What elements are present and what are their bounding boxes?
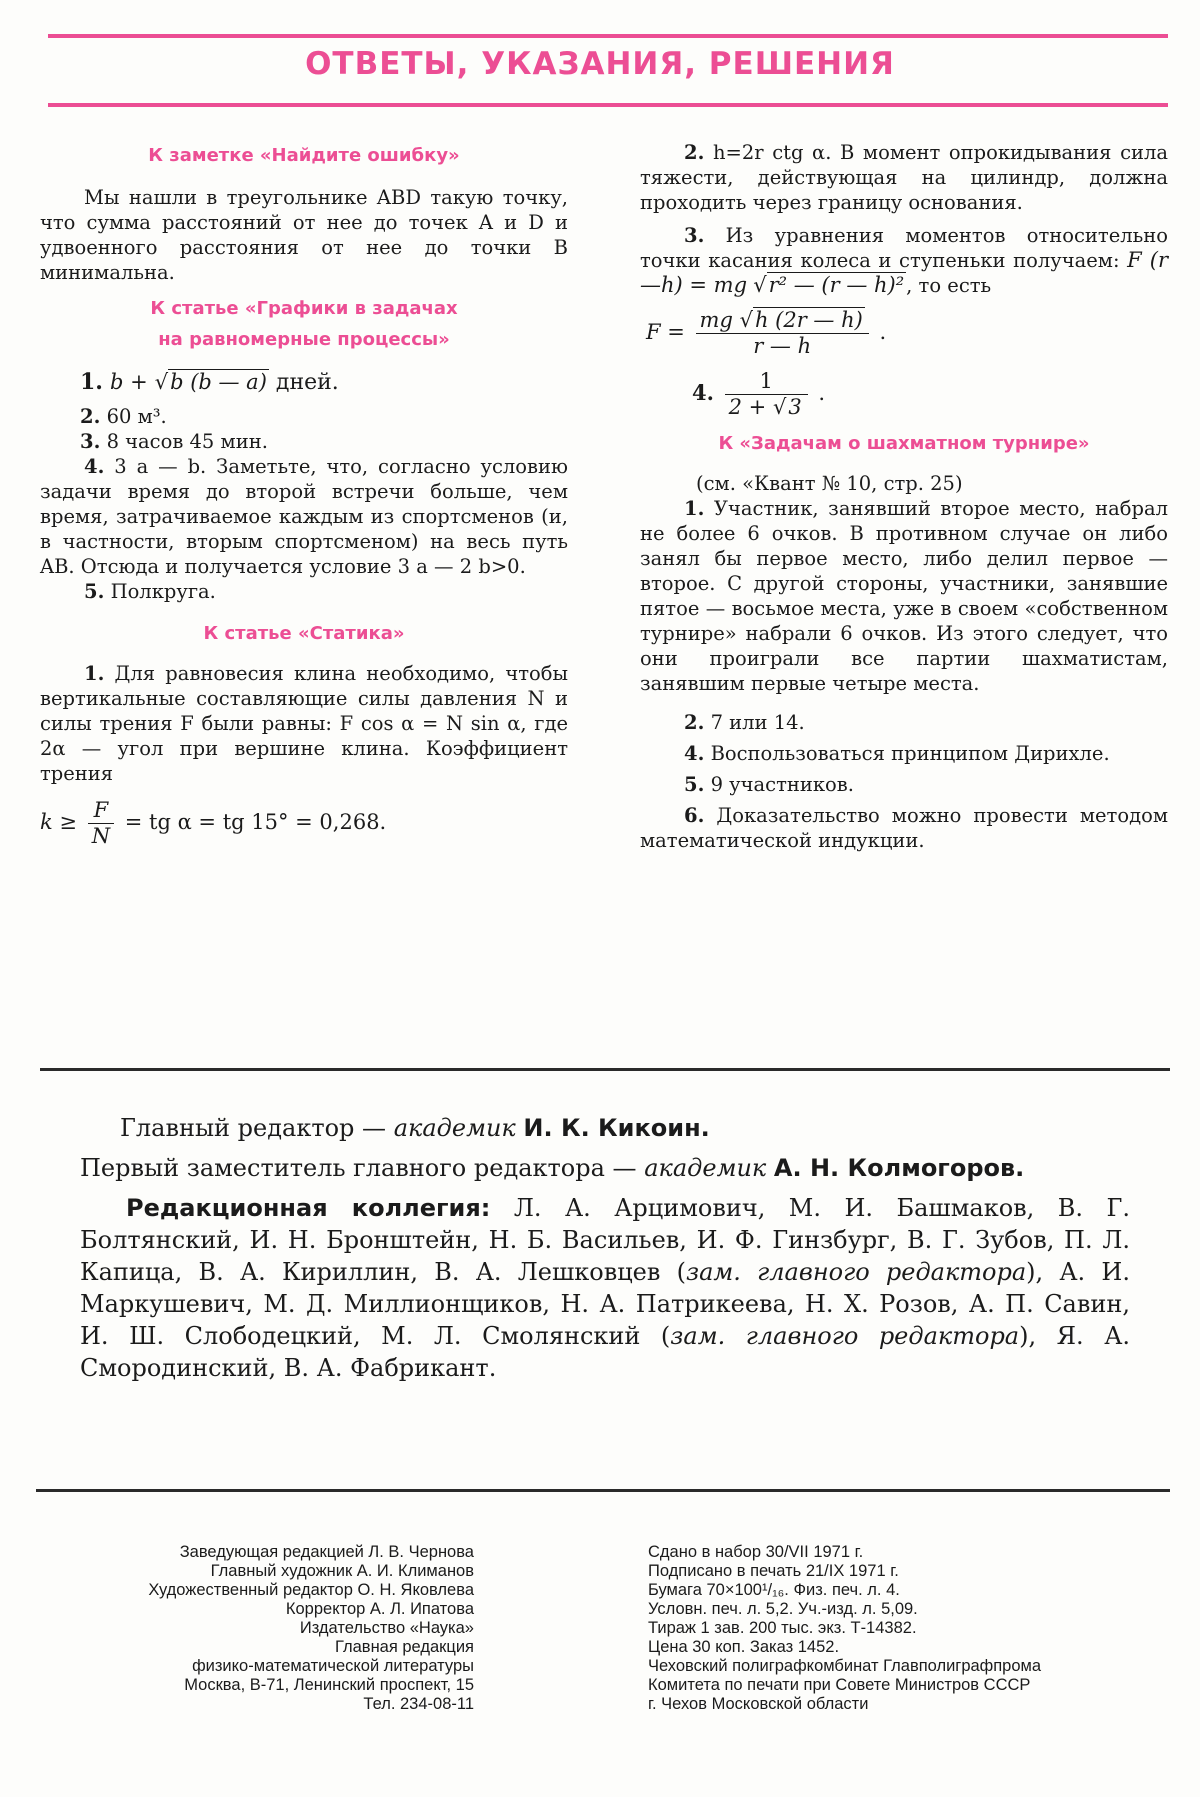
chess-reference: (см. «Квант № 10, стр. 25) [696, 472, 963, 495]
chess-answer-1: 1. Участник, занявший второе место, набрал не более 6 очков. В противном случае он либо занял бы первое место, либо делил первое — второе. С другой стороны, участники, занявшие пятое — восьмое места, уже в своем «собственном турнире» набрали 6 очков. Из этого следует, что они проиграли все партии шахматистам, занявшим первые четыре места. [640, 497, 1168, 695]
chess-answer-4: 4. Воспользоваться принципом Дирихле. [684, 742, 1110, 765]
editorial-top-rule [40, 1068, 1170, 1071]
page-title: ОТВЕТЫ, УКАЗАНИЯ, РЕШЕНИЯ [305, 46, 895, 82]
sqrt-sign-icon: √ [739, 308, 753, 332]
statics-answer-3: 3. Из уравнения моментов относительно точки касания колеса и ступеньки получаем: F (r—h) = mg √r² — (r — h)² , то есть [640, 224, 1168, 297]
chief-editor-line: Главный редактор — академик И. К. Кикоин. [120, 1114, 710, 1142]
sqrt-sign-icon: √ [753, 273, 767, 297]
board-members: Редакционная коллегия: Л. А. Арцимович, М. И. Башмаков, В. Г. Болтянский, И. Н. Бронштейн, Н. Б. Васильев, И. Ф. Гинзбург, В. Г. Зубов, П. Л. Капица, В. А. Кириллин, В. А. Лешковцев (зам. главного редактора), А. И. Маркушевич, М. Д. Миллионщиков, Н. А. Патрикеева, Н. Х. Розов, А. П. Савин, И. Ш. Слободецкий, М. Л. Смолянский (зам. главного редактора), Я. А. Смородинский, В. А. Фабрикант. [80, 1194, 1131, 1382]
right-column [640, 140, 1168, 853]
header-top-rule [48, 34, 1168, 38]
chess-answer-6: 6. Доказательство можно провести методом математической индукции. [640, 804, 1168, 852]
section-title-graphs-l2: на равномерные процессы» [158, 329, 450, 350]
sqrt-sign-icon: √ [154, 370, 169, 394]
section-title-statics: К статье «Статика» [203, 623, 405, 644]
graphs-answer-2: 2. 60 м³. [80, 405, 167, 428]
left-column [40, 140, 568, 849]
deputy-editor-line: Первый заместитель главного редактора — академик А. Н. Колмогоров. [80, 1154, 1025, 1182]
section-title-graphs-l1: К статье «Графики в задачах [150, 298, 458, 319]
statics-answer-4: 4. $\frac{1}{2 + √3}$ . [692, 369, 826, 419]
section-title-chess: К «Задачам о шахматном турнире» [718, 433, 1090, 454]
editorial-board [80, 1112, 1130, 1392]
statics-answer-2: 2. h=2r ctg α. В момент опрокидывания сила тяжести, действующая на цилиндр, должна проходить через границу основания. [640, 141, 1169, 214]
imprint-top-rule [36, 1489, 1170, 1492]
section-title-find-error: К заметке «Найдите ошибку» [148, 145, 460, 166]
sqrt-sign-icon: √ [772, 395, 787, 419]
header-bottom-rule [48, 103, 1168, 107]
statics-formula: k ≥ $\frac{F}{N}$ = tg α = tg 15° = 0,268. [40, 798, 387, 848]
graphs-answer-5: 5. Полкруга. [84, 580, 216, 603]
imprint-staff: Заведующая редакцией Л. В. Чернова Главный художник А. И. Климанов Художественный редактор О. Н. Яковлева Корректор А. Л. Ипатова Издательство «Наука» Главная редакция физико-математической литературы Москва, В-71, Ленинский проспект, 15 Тел. 234-08-11 [148, 1543, 474, 1713]
answer-find-error: Мы нашли в треугольнике ABD такую точку, что сумма расстояний от нее до точек A и D и удвоенного расстояния от нее до точки B минимальна. [40, 186, 568, 284]
statics-answer-1: 1. Для равновесия клина необходимо, чтобы вертикальные составляющие силы давления N и силы трения F были равны: F cos α = N sin α, где 2α — угол при вершине клина. Коэффициент трения [40, 662, 569, 785]
chess-answer-2: 2. 7 или 14. [684, 711, 805, 734]
chess-answer-5: 5. 9 участников. [684, 773, 854, 796]
graphs-answer-4: 4. 3 a — b. Заметьте, что, согласно условию задачи время до второй встречи больше, чем время, затрачиваемое каждым из спортсменов (и, в частности, вторым спортсменом) на весь путь AB. Отсюда и получается условие 3 a — 2 b>0. [40, 455, 568, 578]
graphs-answer-1: 1. b + √b (b — a) дней. [80, 369, 339, 395]
graphs-answer-3: 3. 8 часов 45 мин. [80, 430, 268, 453]
imprint-print-info: Сдано в набор 30/VII 1971 г. Подписано в печать 21/IX 1971 г. Бумага 70×100¹/₁₆. Физ. печ. л. 4. Условн. печ. л. 5,2. Уч.-изд. л. 5,09. Тираж 1 зав. 200 тыс. экз. Т-14382. Цена 30 коп. Заказ 1452. Чеховский полиграфкомбинат Главполиграфпрома Комитета по печати при Совете Министров СССР г. Чехов Московской области [648, 1543, 1042, 1713]
statics-formula-2: F = $\frac{mg √h (2r — h)}{r — h}$ . [646, 308, 887, 358]
